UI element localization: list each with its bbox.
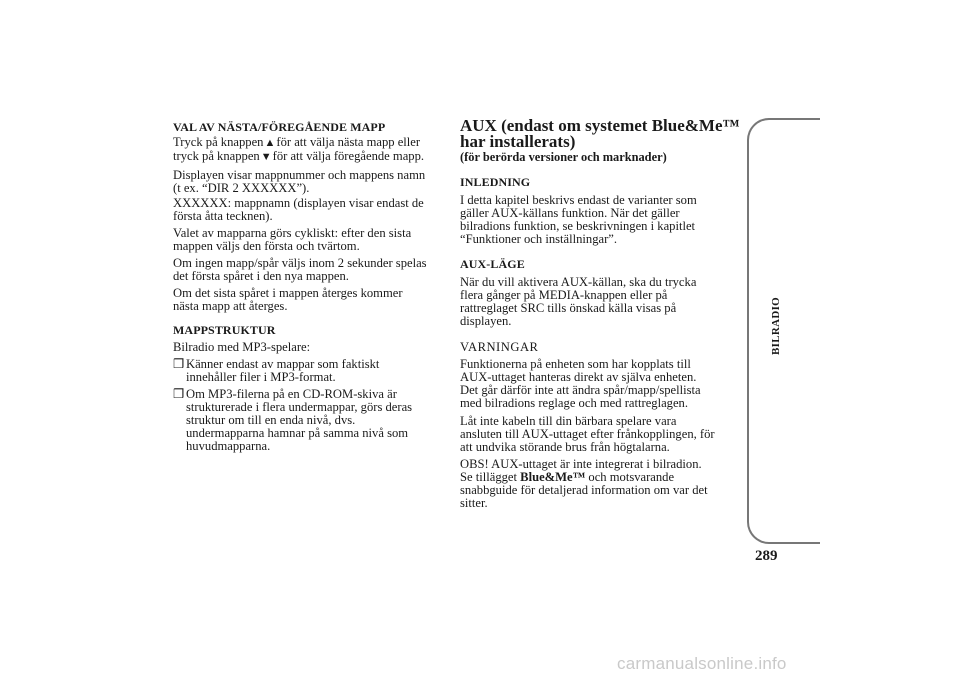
paragraph-warnings-line3: Det går därför inte att ändra spår/mapp/spellista xyxy=(460,383,701,397)
paragraph-last-track-line1: Om det sista spåret i mappen återges kommer xyxy=(173,286,403,300)
up-arrow-icon: ▲ xyxy=(264,137,276,149)
paragraph-cable-line2: ansluten till AUX-uttaget efter frånkopplingen, för xyxy=(460,427,715,441)
paragraph-aux-line2: flera gånger på MEDIA-knappen eller på xyxy=(460,288,668,302)
paragraph-cyclic-line2: mappen väljs den första och tvärtom. xyxy=(173,239,360,253)
section-title-line1: AUX (endast om systemet Blue&Me™ xyxy=(460,116,740,135)
paragraph-button-line1: Tryck på knappen▲för att välja nästa mapp eller xyxy=(173,135,421,149)
paragraph-cable-line1: Låt inte kabeln till din bärbara spelare vara xyxy=(460,414,677,428)
checkbox-bullet-icon: ❒ xyxy=(173,387,185,401)
down-arrow-icon: ▼ xyxy=(260,151,272,163)
paragraph-note-line3: snabbguide för detaljerad information om var det xyxy=(460,483,708,497)
list-item: ❒ Om MP3-filerna på en CD-ROM-skiva är strukturerade i flera undermappar, görs deras struktur om till en enda nivå, dvs. undermapparna hamnar på samma nivå som huvudmapparna. xyxy=(173,387,413,453)
paragraph-warnings-line1: Funktionerna på enheten som har kopplats till xyxy=(460,357,691,371)
paragraph-display-line1: Displayen visar mappnummer och mappens namn xyxy=(173,168,426,182)
checkbox-bullet-icon: ❒ xyxy=(173,357,185,371)
paragraph-folder-name-line1: XXXXXX: mappnamn (displayen visar endast de xyxy=(173,196,424,210)
paragraph-intro-line2: gäller AUX-källans funktion. När det gäller xyxy=(460,206,680,220)
heading-introduction: INLEDNING xyxy=(460,175,531,189)
paragraph-timeout-line1: Om ingen mapp/spår väljs inom 2 sekunder spelas xyxy=(173,256,427,270)
paragraph-display-line2: (t ex. “DIR 2 XXXXXX”). xyxy=(173,181,310,195)
paragraph-last-track-line2: nästa mapp att återges. xyxy=(173,299,288,313)
paragraph-aux-line1: När du vill aktivera AUX-källan, ska du trycka xyxy=(460,275,697,289)
paragraph-warnings-line4: med bilradions reglage och med rattreglagen. xyxy=(460,396,688,410)
section-title-line2: har installerats) xyxy=(460,132,576,151)
paragraph-note-line4: sitter. xyxy=(460,496,488,510)
paragraph-timeout-line2: det första spåret i den nya mappen. xyxy=(173,269,349,283)
list-item: ❒ Känner endast av mappar som faktiskt innehåller filer i MP3-format. xyxy=(173,357,380,384)
paragraph-intro-line4: “Funktioner och inställningar”. xyxy=(460,232,618,246)
section-subtitle: (för berörda versioner och marknader) xyxy=(460,150,667,164)
paragraph-cyclic-line1: Valet av mapparna görs cykliskt: efter den sista xyxy=(173,226,412,240)
paragraph-folder-name-line2: första åtta tecknen). xyxy=(173,209,273,223)
paragraph-aux-line3: rattreglaget SRC tills önskad källa visas på xyxy=(460,301,677,315)
paragraph-cable-line3: att undvika störande brus från högtalarna. xyxy=(460,440,670,454)
paragraph-intro-line1: I detta kapitel beskrivs endast de varianter som xyxy=(460,193,697,207)
heading-aux-mode: AUX-LÄGE xyxy=(460,257,525,271)
paragraph-warnings-line2: AUX-uttaget hanteras direkt av själva enheten. xyxy=(460,370,697,384)
heading-warnings: VARNINGAR xyxy=(460,340,539,354)
paragraph-aux-line4: displayen. xyxy=(460,314,512,328)
heading-folder-structure: MAPPSTRUKTUR xyxy=(173,323,276,337)
chapter-tab xyxy=(747,118,820,544)
page-number: 289 xyxy=(755,548,778,564)
paragraph-button-line2: tryck på knappen▼för att välja föregående mapp. xyxy=(173,149,425,163)
paragraph-note-line1: OBS! AUX-uttaget är inte integrerat i bilradion. xyxy=(460,457,702,471)
paragraph-intro-line3: bilradions funktion, se beskrivningen i kapitlet xyxy=(460,219,696,233)
watermark: carmanualsonline.info xyxy=(617,654,787,673)
paragraph-mp3-player: Bilradio med MP3-spelare: xyxy=(173,340,311,354)
heading-next-prev-folder: VAL AV NÄSTA/FÖREGÅENDE MAPP xyxy=(173,120,386,134)
brand-name: Blue&Me™ xyxy=(520,470,586,484)
paragraph-note-line2: Se tillägget Blue&Me™ och motsvarande xyxy=(460,470,675,484)
